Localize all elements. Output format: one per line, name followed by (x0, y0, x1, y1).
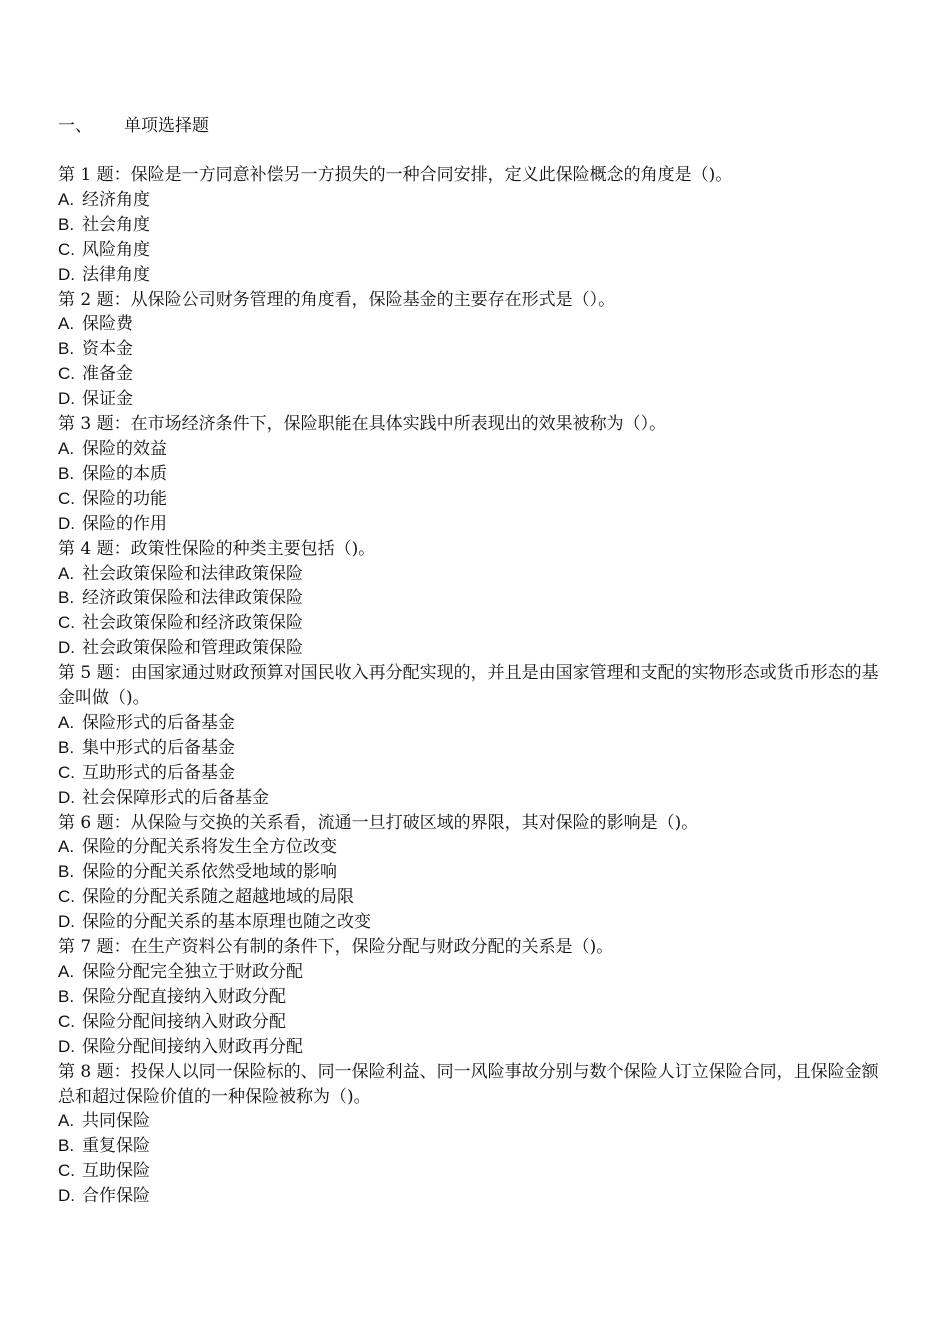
option-text: 保险的分配关系的基本原理也随之改变 (82, 912, 371, 933)
option-letter: B. (58, 1136, 75, 1156)
question-text: 第 1 题：保险是一方同意补偿另一方损失的一种合同安排，定义此保险概念的角度是（)。 (58, 165, 733, 185)
section-number: 一、 (58, 116, 92, 136)
option-letter: B. (58, 463, 75, 483)
option-letter: A. (58, 314, 75, 334)
option-letter: C. (58, 1161, 75, 1181)
option-c (58, 611, 892, 636)
option-letter: C. (58, 488, 75, 508)
option-text: 互助保险 (82, 1161, 150, 1182)
option-letter: A. (58, 962, 75, 981)
question-3 (58, 412, 892, 537)
option-text: 保险的本质 (82, 463, 167, 484)
question-1 (58, 163, 892, 288)
option-letter: D. (58, 389, 75, 409)
option-text: 保险的功能 (82, 488, 167, 509)
option-letter: D. (58, 912, 75, 932)
option-letter: C. (58, 364, 75, 384)
option-text: 重复保险 (82, 1136, 150, 1157)
question-8 (58, 1060, 892, 1209)
option-a (58, 960, 892, 985)
option-d (58, 387, 892, 412)
option-b (58, 213, 892, 238)
option-text: 社会保障形式的后备基金 (82, 787, 269, 808)
option-text: 保险的分配关系依然受地域的影响 (82, 862, 337, 883)
option-letter: A. (58, 1111, 75, 1131)
option-d (58, 636, 892, 661)
option-text: 社会政策保险和管理政策保险 (82, 638, 303, 659)
option-c (58, 362, 892, 387)
option-letter: D. (58, 787, 75, 807)
option-b (58, 586, 892, 611)
option-text: 社会政策保险和经济政策保险 (82, 613, 303, 634)
option-text: 保证金 (82, 389, 133, 410)
option-text: 社会角度 (82, 214, 150, 235)
option-text: 保险的分配关系将发生全方位改变 (82, 837, 337, 858)
option-d (58, 512, 892, 537)
option-letter: B. (58, 588, 75, 608)
option-text: 社会政策保险和法律政策保险 (82, 563, 303, 584)
option-c (58, 1010, 892, 1035)
option-c (58, 1159, 892, 1184)
option-text: 集中形式的后备基金 (82, 737, 235, 758)
question-text: 第 6 题：从保险与交换的关系看，流通一旦打破区域的界限，其对保险的影响是（)。 (58, 812, 699, 833)
option-text: 法律角度 (82, 264, 150, 285)
question-2 (58, 288, 892, 413)
option-letter: A. (58, 712, 75, 732)
question-6 (58, 811, 892, 936)
option-b (58, 1134, 892, 1159)
option-text: 互助形式的后备基金 (82, 762, 235, 783)
option-a (58, 312, 892, 337)
option-b (58, 736, 892, 761)
option-text: 保险分配直接纳入财政分配 (82, 986, 286, 1007)
question-text: 第 8 题：投保人以同一保险标的、同一保险利益、同一风险事故分别与数个保险人订立保险合同，且保险金额总和超过保险价值的一种保险被称为（)。 (58, 1061, 879, 1107)
option-letter: B. (58, 339, 75, 359)
option-text: 保险费 (82, 314, 133, 335)
section-heading (58, 114, 209, 138)
option-letter: D. (58, 1036, 75, 1056)
option-letter: C. (58, 762, 75, 782)
option-a (58, 835, 892, 860)
option-letter: A. (58, 563, 75, 583)
option-text: 保险形式的后备基金 (82, 712, 235, 733)
option-text: 风险角度 (82, 239, 150, 260)
option-c (58, 487, 892, 512)
option-text: 合作保险 (82, 1186, 150, 1207)
option-b (58, 985, 892, 1010)
option-text: 保险的作用 (82, 513, 167, 534)
question-text: 第 4 题：政策性保险的种类主要包括（)。 (58, 538, 376, 559)
option-letter: A. (58, 438, 75, 458)
question-7 (58, 935, 892, 1060)
question-text: 第 3 题：在市场经济条件下，保险职能在具体实践中所表现出的效果被称为（）。 (58, 414, 667, 435)
option-d (58, 1035, 892, 1060)
option-c (58, 238, 892, 263)
question-5 (58, 661, 892, 810)
section-title: 单项选择题 (124, 116, 209, 136)
option-d (58, 1184, 892, 1209)
option-a (58, 188, 892, 213)
question-text: 第 7 题：在生产资料公有制的条件下，保险分配与财政分配的关系是（)。 (58, 937, 614, 958)
option-letter: B. (58, 737, 75, 757)
question-list (58, 163, 892, 1209)
option-letter: C. (58, 613, 75, 633)
option-letter: D. (58, 638, 75, 658)
option-letter: C. (58, 239, 75, 259)
option-text: 共同保险 (82, 1111, 150, 1132)
option-text: 保险分配间接纳入财政再分配 (82, 1036, 303, 1057)
option-a (58, 1109, 892, 1134)
option-d (58, 910, 892, 935)
option-b (58, 462, 892, 487)
option-text: 经济政策保险和法律政策保险 (82, 588, 303, 609)
option-text: 保险的分配关系随之超越地域的局限 (82, 887, 354, 908)
option-a (58, 711, 892, 736)
option-text: 准备金 (82, 364, 133, 385)
option-letter: C. (58, 1011, 75, 1031)
option-d (58, 786, 892, 811)
option-letter: B. (58, 862, 75, 882)
option-text: 保险分配间接纳入财政分配 (82, 1011, 286, 1032)
option-text: 保险的效益 (82, 438, 167, 459)
option-b (58, 860, 892, 885)
option-d (58, 263, 892, 288)
option-a (58, 562, 892, 587)
option-a (58, 437, 892, 462)
question-4 (58, 537, 892, 662)
option-letter: C. (58, 887, 75, 907)
option-letter: D. (58, 264, 75, 284)
option-letter: A. (58, 189, 75, 209)
question-text: 第 2 题：从保险公司财务管理的角度看，保险基金的主要存在形式是（）。 (58, 289, 616, 310)
option-text: 资本金 (82, 339, 133, 360)
option-c (58, 885, 892, 910)
option-text: 保险分配完全独立于财政分配 (82, 962, 303, 982)
option-b (58, 337, 892, 362)
question-text: 第 5 题：由国家通过财政预算对国民收入再分配实现的，并且是由国家管理和支配的实物形态或货币形态的基金叫做（)。 (58, 663, 879, 709)
option-letter: B. (58, 214, 75, 234)
option-letter: B. (58, 986, 75, 1006)
option-text: 经济角度 (82, 189, 150, 210)
option-c (58, 761, 892, 786)
option-letter: D. (58, 513, 75, 533)
option-letter: D. (58, 1186, 75, 1206)
option-letter: A. (58, 837, 75, 857)
